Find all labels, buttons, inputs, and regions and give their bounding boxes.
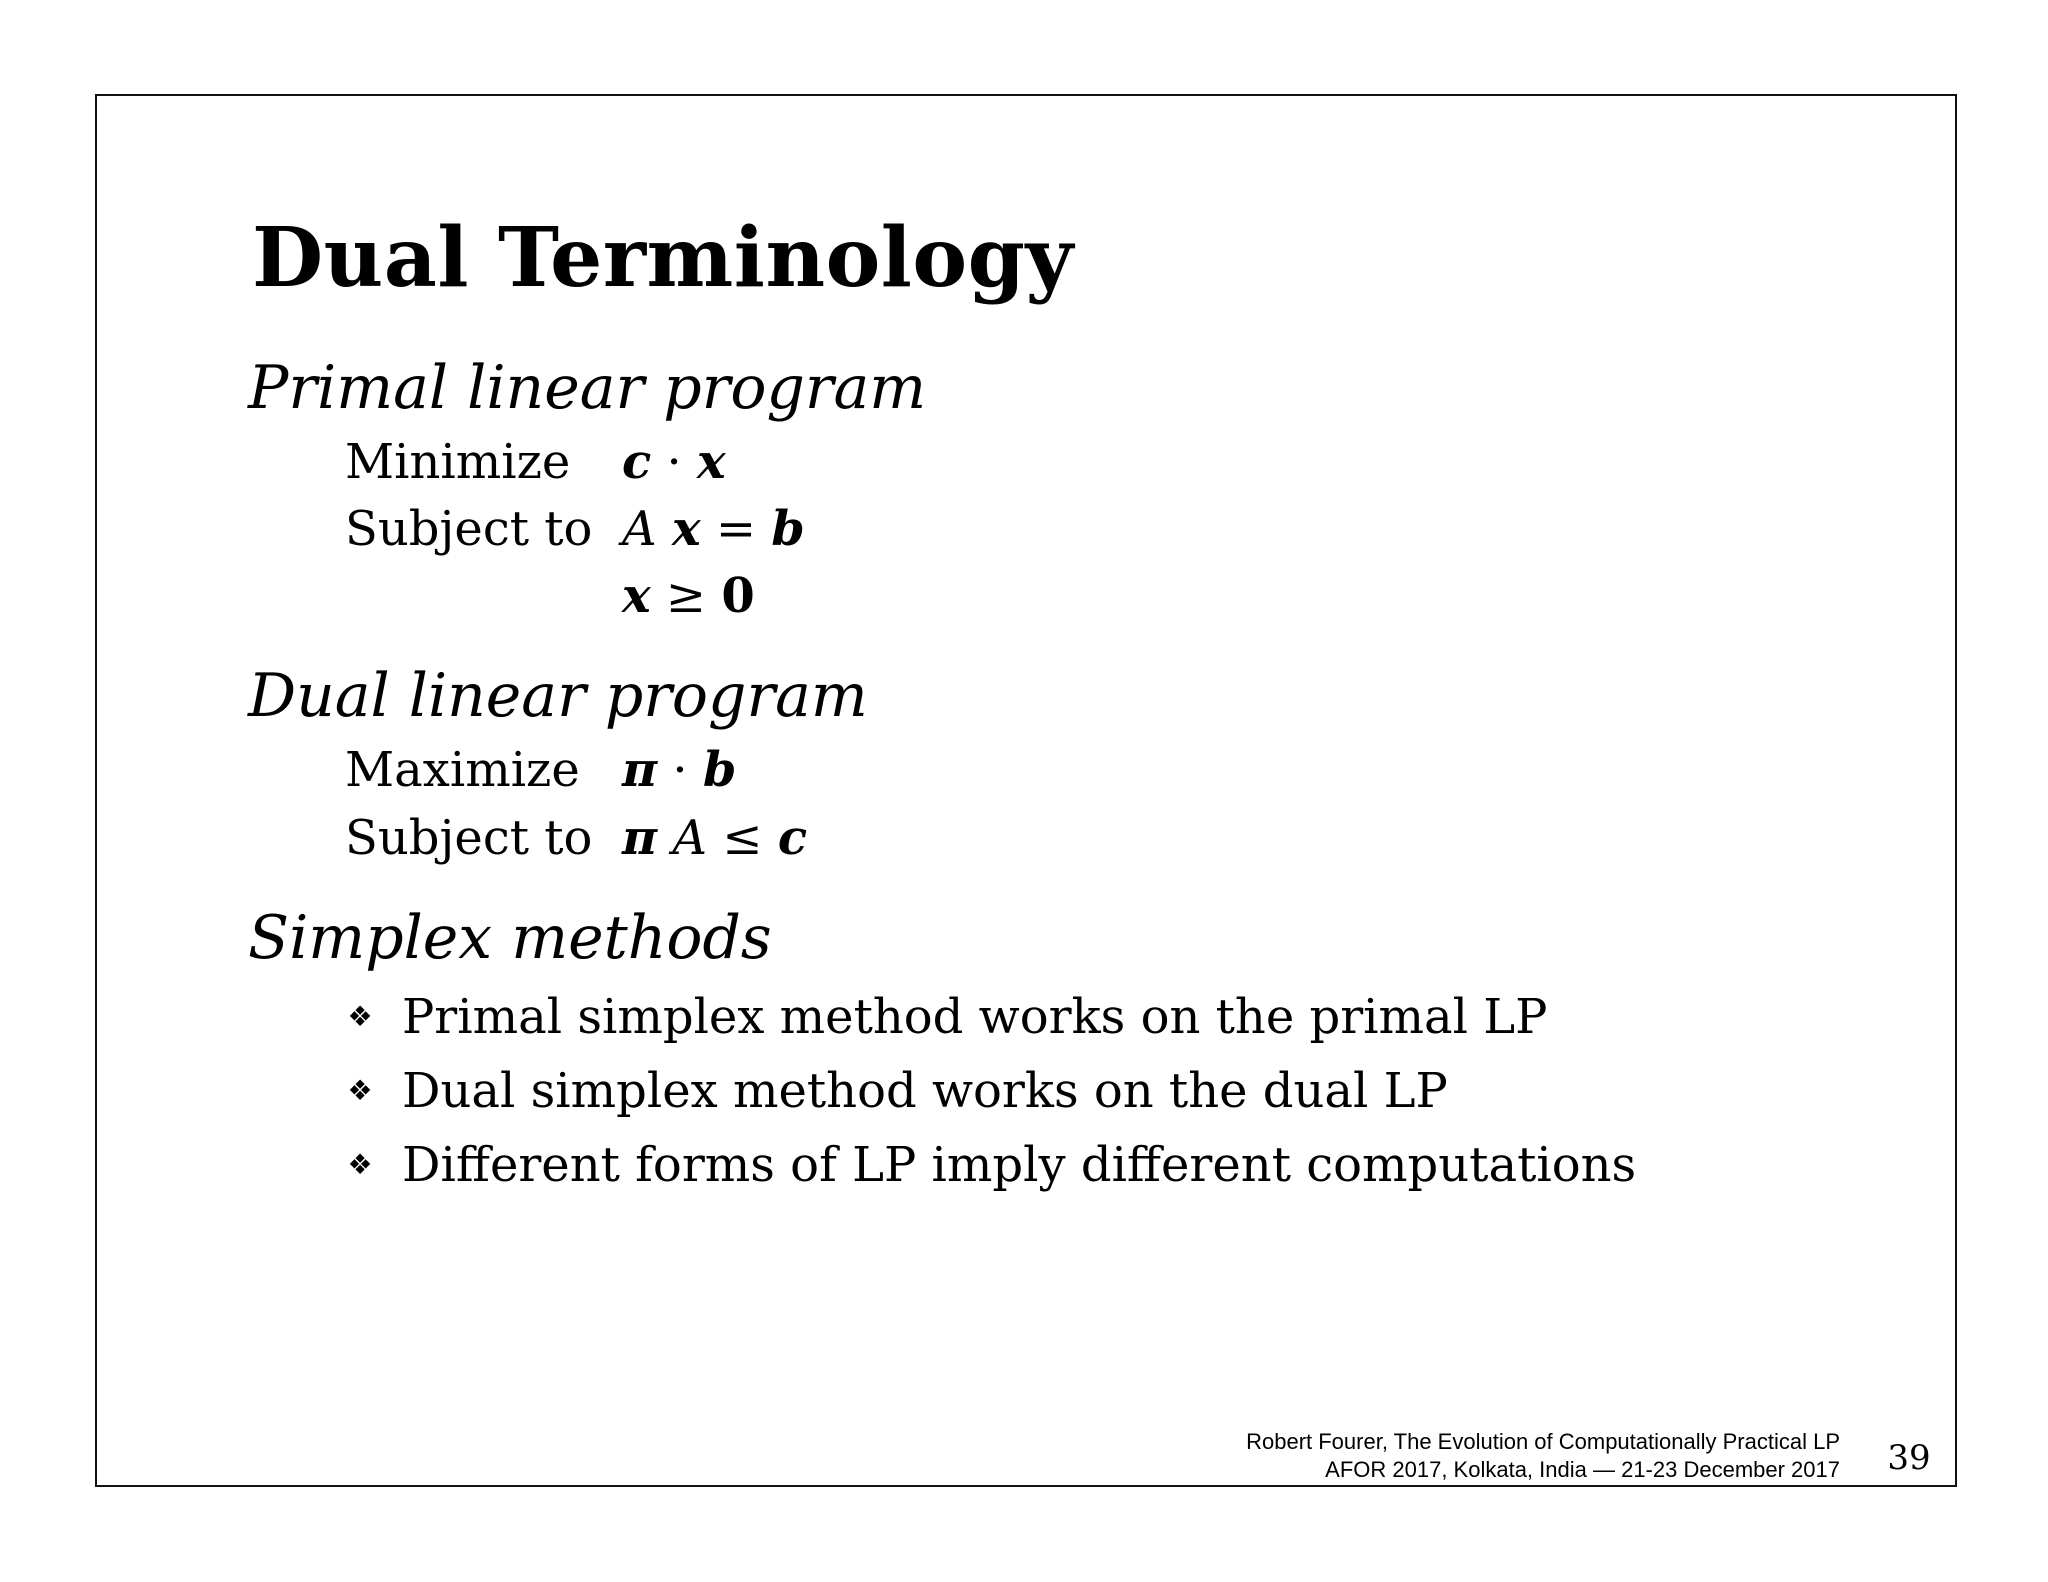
diamond-bullet-icon: ❖ xyxy=(347,1000,373,1033)
primal-constraint-b: b xyxy=(771,501,805,557)
primal-constraint-expression xyxy=(622,499,805,559)
simplex-bullet-text: Dual simplex method works on the dual LP xyxy=(402,1063,1448,1119)
primal-nonnegativity-x: x xyxy=(622,568,651,624)
dual-objective-label: Maximize xyxy=(345,742,580,798)
dual-constraint-label: Subject to xyxy=(345,810,593,866)
primal-constraint-space xyxy=(657,501,672,557)
primal-objective-dot: · xyxy=(651,434,698,490)
dual-objective-dot: · xyxy=(657,742,703,798)
dual-constraint-space xyxy=(657,810,672,866)
dual-heading: Dual linear program xyxy=(248,661,868,731)
page-number: 39 xyxy=(1887,1438,1931,1478)
footer-line-1: Robert Fourer, The Evolution of Computationally Practical LP xyxy=(1246,1429,1840,1454)
simplex-bullet-text: Primal simplex method works on the primal LP xyxy=(402,989,1548,1045)
dual-constraint-c: c xyxy=(777,810,808,866)
dual-objective-expression xyxy=(622,740,736,800)
primal-nonnegativity-expression xyxy=(622,566,755,626)
primal-constraint-equals: = xyxy=(700,501,772,557)
primal-constraint-label: Subject to xyxy=(345,501,593,557)
dual-constraint-leq: ≤ xyxy=(707,810,778,866)
dual-constraint-a: A xyxy=(672,810,708,866)
primal-heading: Primal linear program xyxy=(248,353,927,423)
primal-nonnegativity-zero: 0 xyxy=(721,568,755,624)
simplex-heading: Simplex methods xyxy=(248,903,772,973)
dual-objective-pi: π xyxy=(622,742,658,798)
dual-constraint-pi: π xyxy=(622,810,658,866)
primal-objective-expression xyxy=(622,432,726,492)
slide-footer xyxy=(1040,1428,1840,1484)
diamond-bullet-icon: ❖ xyxy=(347,1148,373,1181)
primal-constraint-x: x xyxy=(671,501,701,557)
primal-constraint-a: A xyxy=(622,501,657,557)
primal-objective-x: x xyxy=(697,434,726,490)
primal-objective-c: c xyxy=(622,434,652,490)
dual-objective-b: b xyxy=(702,742,737,798)
dual-constraint-expression xyxy=(622,808,807,868)
footer-line-2: AFOR 2017, Kolkata, India — 21-23 December 2017 xyxy=(1325,1457,1840,1482)
primal-objective-label: Minimize xyxy=(345,434,571,490)
simplex-bullet-text: Different forms of LP imply different computations xyxy=(402,1137,1637,1193)
diamond-bullet-icon: ❖ xyxy=(347,1074,373,1107)
primal-nonnegativity-geq: ≥ xyxy=(650,568,722,624)
slide-title: Dual Terminology xyxy=(252,210,1074,306)
